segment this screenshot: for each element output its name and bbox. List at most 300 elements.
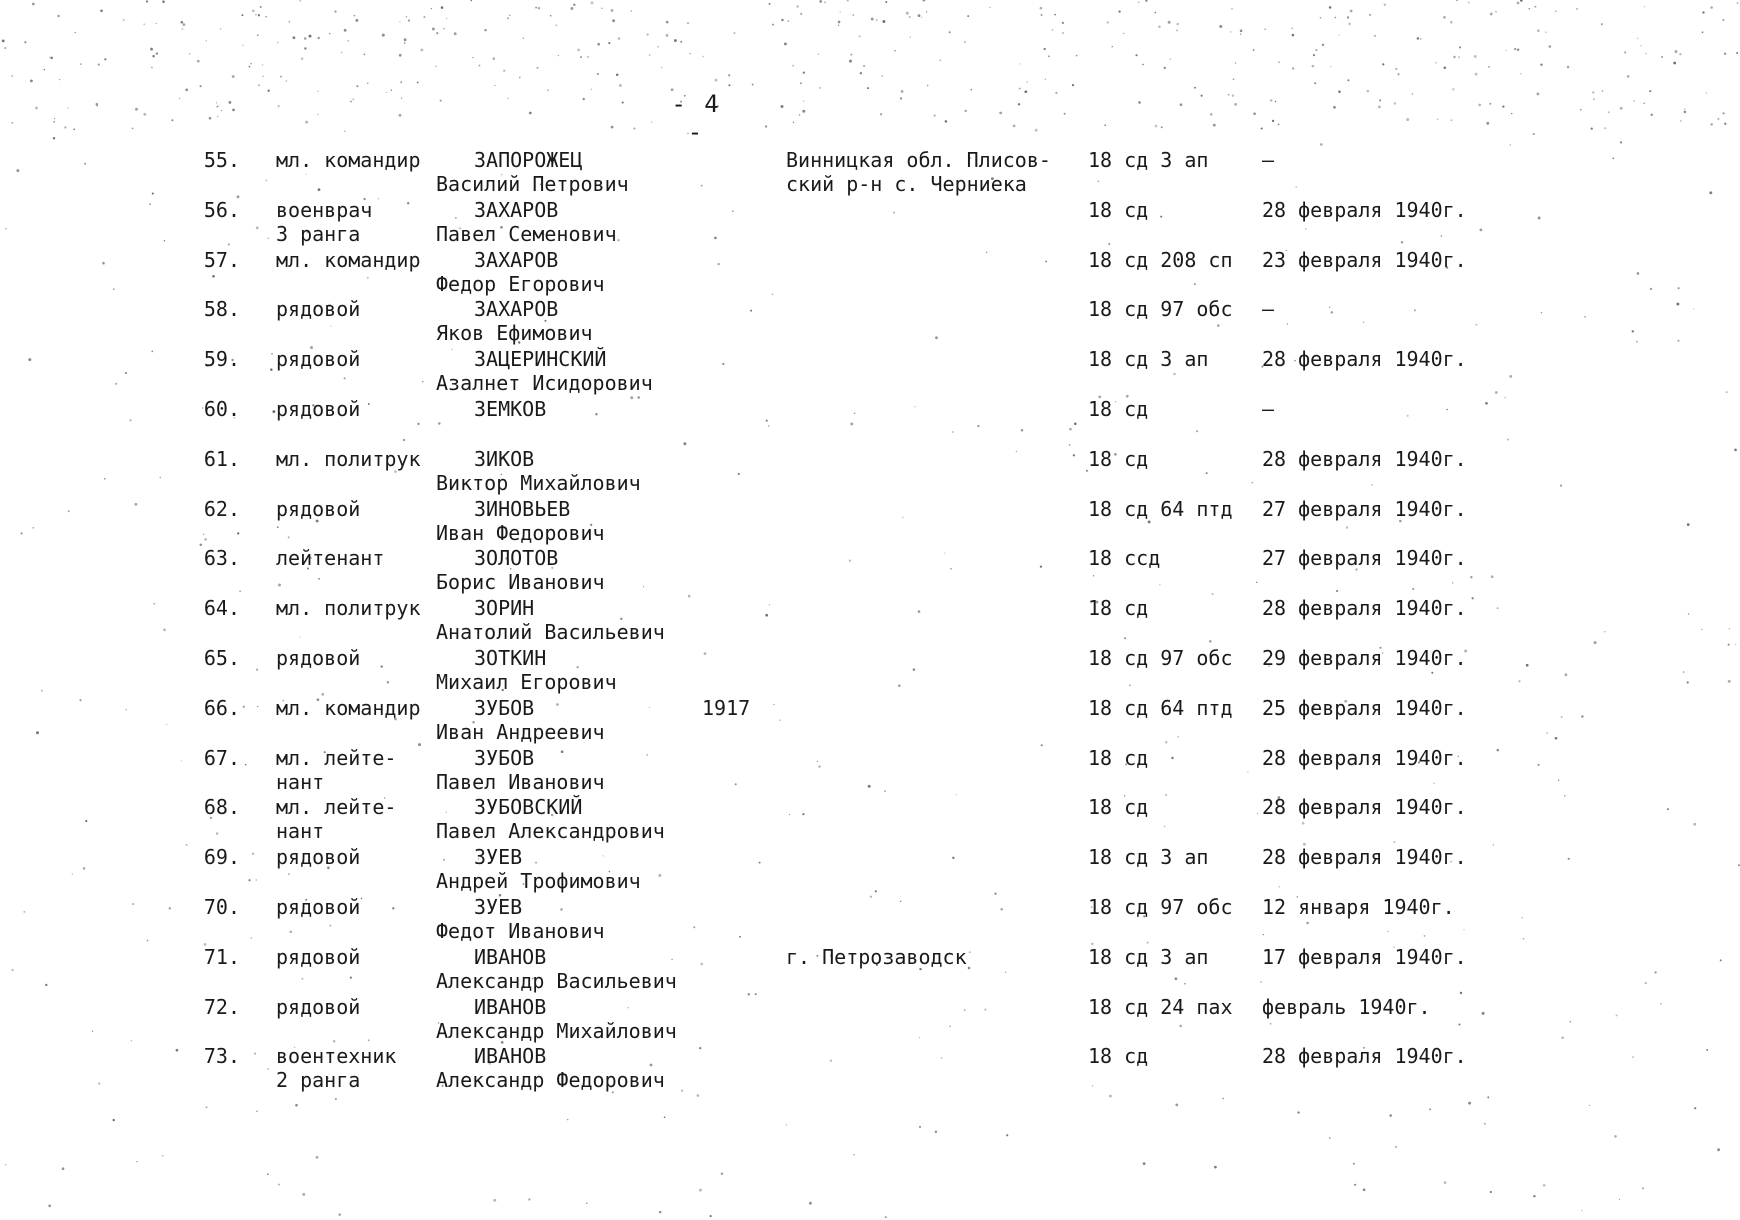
- unit: 18 сд 97 обс: [1088, 646, 1233, 670]
- scan-speck: [44, 69, 45, 70]
- scan-speck: [280, 76, 282, 78]
- scan-speck: [436, 32, 438, 34]
- scan-speck: [1228, 94, 1230, 96]
- scan-speck: [399, 54, 402, 57]
- scan-speck: [591, 89, 593, 91]
- scan-speck: [1234, 103, 1237, 106]
- date: 28 февраля 1940г.: [1262, 795, 1467, 820]
- scan-speck: [1722, 19, 1724, 21]
- scan-speck: [1055, 92, 1057, 94]
- scan-speck: [1633, 100, 1635, 102]
- scan-speck: [922, 0, 925, 1]
- scan-speck: [1435, 62, 1437, 64]
- scan-speck: [1722, 112, 1724, 114]
- surname: ЗАХАРОВ: [474, 247, 559, 272]
- scan-speck: [881, 75, 883, 77]
- scan-speck: [51, 57, 53, 59]
- name-cell: [436, 297, 726, 345]
- scan-speck: [573, 3, 576, 6]
- scan-speck: [1155, 12, 1157, 14]
- unit: 18 сд 24 пах: [1088, 994, 1233, 1019]
- scan-speck: [849, 60, 852, 63]
- record-row: [0, 447, 1740, 497]
- rank-cell: [276, 596, 436, 620]
- scan-speck: [156, 23, 157, 24]
- scan-speck: [587, 56, 588, 57]
- scan-speck: [420, 48, 423, 51]
- scan-speck: [220, 28, 222, 30]
- name-cell: [436, 347, 726, 395]
- place-cell: [786, 945, 1056, 969]
- scan-speck: [507, 17, 509, 19]
- scan-speck: [179, 98, 180, 99]
- date: –: [1262, 148, 1275, 172]
- scan-speck: [54, 118, 55, 119]
- scan-speck: [894, 50, 896, 52]
- scan-speck: [493, 57, 496, 60]
- record-number: 61.: [203, 446, 240, 471]
- scan-speck: [1520, 73, 1521, 74]
- scan-speck: [258, 84, 260, 86]
- given-names: Федот Иванович: [436, 919, 605, 943]
- date: 17 февраля 1940г.: [1262, 944, 1467, 969]
- scan-speck: [1240, 30, 1243, 33]
- scan-speck: [391, 89, 393, 91]
- scan-speck: [1272, 120, 1274, 122]
- scan-speck: [1543, 1184, 1545, 1186]
- scan-speck: [702, 56, 704, 58]
- scan-speck: [1545, 31, 1547, 33]
- scan-speck: [509, 15, 511, 17]
- record-row: [0, 895, 1740, 945]
- scan-speck: [1107, 21, 1109, 23]
- record-number: 72.: [203, 994, 240, 1019]
- unit: 18 сд: [1088, 397, 1149, 421]
- scan-speck: [1240, 33, 1241, 34]
- scan-speck: [1468, 2, 1470, 4]
- surname: ЗОЛОТОВ: [474, 546, 559, 571]
- unit: 18 сд 3 ап: [1088, 944, 1209, 969]
- scan-speck: [728, 84, 730, 86]
- name-cell: [436, 995, 726, 1043]
- scan-speck: [136, 1161, 137, 1162]
- scan-speck: [1292, 34, 1295, 37]
- scan-speck: [278, 1184, 280, 1186]
- record-number: 68.: [203, 795, 240, 820]
- scan-speck: [1711, 123, 1713, 125]
- scan-speck: [1142, 64, 1144, 66]
- scan-speck: [1222, 1098, 1224, 1100]
- date: –: [1262, 297, 1275, 322]
- scan-speck: [277, 42, 279, 44]
- scan-speck: [293, 36, 296, 39]
- scan-speck: [1020, 63, 1021, 64]
- scan-speck: [401, 98, 402, 99]
- scan-speck: [53, 137, 55, 139]
- scan-speck: [1680, 120, 1682, 122]
- name-cell: [436, 646, 726, 694]
- rank-line: нант: [276, 769, 325, 794]
- scan-speck: [1620, 107, 1623, 110]
- scan-speck: [1537, 30, 1539, 32]
- scan-speck: [1489, 103, 1491, 105]
- given-names: Федор Егорович: [436, 271, 605, 296]
- scan-speck: [399, 114, 402, 117]
- scan-speck: [714, 79, 717, 82]
- scan-speck: [867, 87, 869, 89]
- name-cell: [436, 248, 726, 296]
- scan-speck: [1232, 94, 1234, 96]
- scan-speck: [1145, 0, 1147, 2]
- scan-speck: [1314, 82, 1316, 84]
- scan-speck: [519, 77, 520, 78]
- scan-speck: [728, 74, 730, 76]
- scan-speck: [1347, 16, 1349, 18]
- scan-speck: [181, 21, 184, 24]
- scan-speck: [1406, 118, 1409, 121]
- scan-speck: [1592, 91, 1594, 93]
- given-names: Павел Семенович: [436, 221, 617, 246]
- scan-speck: [1437, 119, 1438, 120]
- scan-speck: [1444, 67, 1447, 70]
- scan-speck: [1339, 34, 1340, 35]
- scan-speck: [64, 126, 66, 128]
- scan-speck: [146, 0, 148, 2]
- scan-speck: [309, 35, 312, 38]
- scan-speck: [666, 34, 669, 37]
- scan-speck: [608, 42, 610, 44]
- scan-speck: [659, 1211, 662, 1214]
- scan-speck: [1354, 1184, 1356, 1186]
- rank-cell: [276, 995, 436, 1019]
- scan-speck: [341, 51, 343, 53]
- rank-cell: [276, 497, 436, 521]
- scan-speck: [1637, 38, 1639, 40]
- scan-speck: [838, 25, 839, 26]
- scan-speck: [800, 82, 802, 84]
- scan-speck: [1382, 63, 1384, 65]
- scan-speck: [1649, 90, 1651, 92]
- surname: ЗУБОВ: [474, 745, 535, 770]
- rank-line: рядовой: [276, 297, 361, 322]
- name-cell: [436, 546, 726, 594]
- scan-speck: [221, 110, 222, 111]
- scan-speck: [286, 80, 287, 81]
- scan-speck: [535, 7, 537, 9]
- scan-speck: [734, 32, 736, 34]
- scan-speck: [367, 83, 368, 84]
- scan-speck: [909, 16, 911, 18]
- scan-speck: [183, 23, 186, 26]
- scan-speck: [630, 10, 632, 12]
- place-line: г. Петрозаводск: [786, 944, 967, 969]
- scan-speck: [1315, 49, 1317, 51]
- name-cell: [436, 447, 726, 495]
- given-names: Анатолий Васильевич: [436, 620, 665, 645]
- scan-speck: [1487, 1096, 1489, 1098]
- record-row: [0, 646, 1740, 696]
- scan-speck: [62, 1167, 65, 1170]
- scan-speck: [408, 19, 410, 21]
- scan-speck: [1040, 7, 1043, 10]
- scan-speck: [786, 1124, 787, 1125]
- scan-speck: [1052, 29, 1054, 31]
- scan-speck: [1035, 129, 1038, 132]
- scan-speck: [1624, 51, 1626, 53]
- record-row: [0, 746, 1740, 796]
- scan-speck: [355, 19, 358, 22]
- scan-speck: [350, 101, 352, 103]
- scan-speck: [597, 73, 599, 75]
- scan-speck: [885, 1216, 887, 1218]
- name-cell: [436, 795, 726, 843]
- scan-speck: [494, 85, 495, 86]
- unit: 18 сд 97 обс: [1088, 895, 1233, 919]
- rank-cell: [276, 347, 436, 371]
- scan-speck: [24, 41, 26, 43]
- scan-speck: [616, 74, 619, 77]
- scan-speck: [666, 21, 669, 24]
- rank-line: мл. лейте-: [276, 795, 397, 820]
- scan-speck: [1335, 17, 1337, 19]
- scan-speck: [1452, 88, 1454, 90]
- scan-speck: [934, 115, 936, 117]
- scan-speck: [781, 105, 784, 108]
- scan-speck: [567, 1119, 568, 1120]
- scan-speck: [417, 81, 419, 83]
- scan-speck: [1604, 127, 1606, 129]
- scan-speck: [1679, 53, 1681, 55]
- surname: ЗУЕВ: [474, 845, 523, 870]
- scan-speck: [386, 92, 387, 93]
- unit: 18 сд: [1088, 446, 1149, 471]
- name-cell: [436, 148, 726, 196]
- scan-speck: [661, 67, 663, 69]
- scan-speck: [1468, 1102, 1471, 1105]
- scan-speck: [989, 7, 991, 9]
- scan-speck: [217, 116, 219, 118]
- surname: ЗУБОВ: [474, 695, 535, 720]
- record-number: 58.: [203, 297, 240, 322]
- scan-speck: [334, 10, 336, 12]
- date: 27 февраля 1940г.: [1262, 546, 1467, 571]
- rank-cell: [276, 198, 436, 246]
- surname: ЗЕМКОВ: [474, 397, 547, 421]
- scan-speck: [404, 42, 405, 43]
- scan-speck: [1505, 50, 1506, 51]
- scan-speck: [809, 1202, 812, 1205]
- rank-cell: [276, 148, 436, 172]
- given-names: Иван Андреевич: [436, 719, 605, 744]
- given-names: Азалнет Исидорович: [436, 371, 653, 396]
- scan-speck: [316, 1156, 319, 1159]
- scan-speck: [558, 55, 559, 56]
- scan-speck: [721, 1173, 723, 1175]
- rank-cell: [276, 248, 436, 272]
- scan-speck: [1072, 84, 1074, 86]
- scan-speck: [484, 29, 487, 32]
- scan-speck: [1619, 1199, 1620, 1200]
- given-names: Андрей Трофимович: [436, 869, 641, 894]
- date: 29 февраля 1940г.: [1262, 646, 1467, 670]
- scan-speck: [353, 99, 354, 100]
- scan-speck: [123, 19, 125, 21]
- scan-speck: [800, 13, 802, 15]
- scan-speck: [1384, 4, 1386, 6]
- scan-speck: [523, 38, 524, 39]
- date: 28 февраля 1940г.: [1262, 596, 1467, 621]
- scan-speck: [1062, 32, 1064, 34]
- surname: ЗАПОРОЖЕЦ: [474, 148, 583, 172]
- scan-speck: [399, 21, 400, 22]
- given-names: Павел Иванович: [436, 769, 605, 794]
- scan-speck: [1627, 75, 1630, 78]
- scan-speck: [647, 34, 649, 36]
- scan-speck: [1180, 103, 1183, 106]
- scan-speck: [301, 57, 304, 60]
- scan-speck: [1417, 37, 1420, 40]
- scan-speck: [1261, 127, 1263, 129]
- scan-speck: [586, 1203, 587, 1204]
- scan-speck: [1019, 88, 1021, 90]
- scan-speck: [1201, 95, 1203, 97]
- scan-speck: [431, 8, 432, 9]
- scan-speck: [1459, 46, 1461, 48]
- scan-speck: [1710, 6, 1713, 9]
- scan-speck: [1170, 58, 1172, 60]
- scan-speck: [885, 1, 887, 3]
- scan-speck: [132, 128, 134, 130]
- scan-speck: [268, 90, 270, 92]
- scan-speck: [651, 121, 653, 123]
- page-number: - 4 -: [671, 90, 721, 146]
- scan-speck: [1026, 81, 1027, 82]
- scan-speck: [882, 20, 885, 23]
- scan-speck: [1123, 33, 1125, 35]
- scan-speck: [443, 28, 444, 29]
- scan-speck: [73, 128, 75, 130]
- record-row: [0, 546, 1740, 596]
- scan-speck: [1275, 101, 1277, 103]
- scan-speck: [803, 71, 805, 73]
- scan-speck: [338, 1213, 340, 1215]
- scan-speck: [1320, 17, 1322, 19]
- surname: ИВАНОВ: [474, 1044, 547, 1069]
- scan-speck: [918, 14, 921, 17]
- scan-speck: [799, 114, 801, 116]
- birth-year: 1917: [702, 695, 751, 720]
- scan-speck: [1694, 1107, 1696, 1109]
- scan-speck: [1210, 113, 1213, 116]
- scan-speck: [4, 47, 6, 49]
- name-cell: [436, 596, 726, 644]
- scan-speck: [1673, 62, 1676, 65]
- rank-line: рядовой: [276, 646, 361, 670]
- record-row: [0, 596, 1740, 646]
- unit: 18 сд 64 птд: [1088, 695, 1233, 720]
- rank-line: рядовой: [276, 347, 361, 372]
- rank-line: мл. командир: [276, 695, 421, 720]
- scan-speck: [1451, 119, 1453, 121]
- scan-speck: [657, 46, 659, 48]
- record-number: 57.: [203, 247, 240, 272]
- record-number: 73.: [203, 1044, 240, 1069]
- scan-speck: [1177, 23, 1180, 26]
- scan-speck: [1555, 10, 1557, 12]
- scan-speck: [1478, 104, 1481, 107]
- scan-speck: [555, 24, 557, 26]
- scan-speck: [256, 1111, 257, 1112]
- scan-speck: [1278, 124, 1280, 126]
- record-row: [0, 845, 1740, 895]
- scan-speck: [1175, 1104, 1178, 1107]
- scan-speck: [710, 1215, 712, 1217]
- scan-speck: [1219, 25, 1222, 28]
- date: 28 февраля 1940г.: [1262, 745, 1467, 770]
- given-names: Павел Александрович: [436, 819, 665, 844]
- scan-speck: [1329, 1137, 1331, 1139]
- scan-speck: [824, 2, 826, 4]
- scan-speck: [265, 16, 267, 18]
- given-names: Александр Васильевич: [436, 968, 677, 993]
- given-names: Виктор Михайлович: [436, 470, 641, 495]
- scan-speck: [404, 38, 407, 41]
- scan-speck: [1322, 44, 1324, 46]
- scan-speck: [1581, 1210, 1582, 1211]
- scan-speck: [1520, 0, 1523, 2]
- scan-speck: [818, 54, 819, 55]
- scan-speck: [538, 7, 540, 9]
- scan-speck: [1511, 113, 1513, 115]
- scan-speck: [765, 125, 767, 127]
- scan-speck: [1379, 99, 1381, 101]
- scan-speck: [1135, 54, 1137, 56]
- date: 28 февраля 1940г.: [1262, 347, 1467, 372]
- rank-line: нант: [276, 819, 325, 844]
- scan-speck: [1642, 1187, 1644, 1189]
- scan-speck: [550, 15, 552, 17]
- scan-speck: [150, 48, 153, 51]
- scan-speck: [859, 35, 861, 37]
- rank-cell: [276, 297, 436, 321]
- scan-speck: [1724, 53, 1726, 55]
- scan-speck: [1395, 1146, 1397, 1148]
- scan-speck: [680, 41, 682, 43]
- scan-speck: [1168, 21, 1171, 24]
- scan-speck: [802, 110, 805, 113]
- scan-speck: [1394, 102, 1396, 104]
- scan-speck: [1661, 56, 1663, 58]
- scan-speck: [769, 3, 771, 5]
- scan-speck: [472, 57, 474, 59]
- scan-speck: [267, 1173, 269, 1175]
- scan-speck: [1717, 118, 1719, 120]
- given-names: Борис Иванович: [436, 570, 605, 595]
- scan-speck: [432, 28, 435, 31]
- scan-speck: [967, 15, 969, 17]
- scan-speck: [317, 90, 318, 91]
- scan-speck: [597, 43, 600, 46]
- scan-speck: [59, 79, 60, 80]
- scan-speck: [441, 6, 444, 9]
- scan-speck: [876, 19, 878, 21]
- rank-cell: [276, 945, 436, 969]
- scan-speck: [300, 0, 301, 1]
- scan-speck: [113, 1119, 115, 1121]
- scan-speck: [1329, 6, 1332, 9]
- scan-speck: [1369, 14, 1371, 16]
- scan-speck: [1138, 101, 1140, 103]
